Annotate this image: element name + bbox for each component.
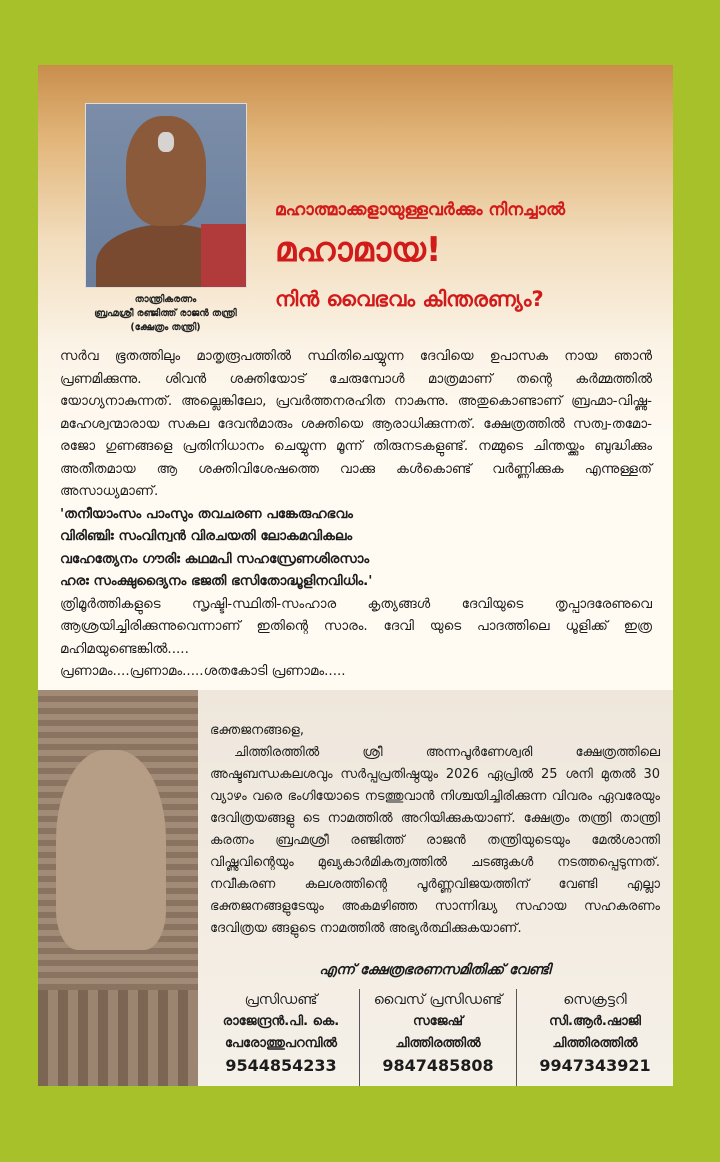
officer-role: സെക്രട്ടറി [563, 992, 627, 1008]
officer-name: രാജേന്ദ്രൻ.പി. കെ. [222, 1014, 340, 1029]
verse-line4: ഹരഃ സംക്ഷുദ്യൈനം ഭജതി ഭസിതോദ്ധൂളിനവിധിം.' [60, 573, 373, 589]
priest-photo [85, 103, 247, 288]
priest-title: താന്ത്രികരത്നം [134, 294, 197, 305]
headline-line1: മഹാത്മാക്കളായുള്ളവർക്കും നിനച്ചാൽ [275, 200, 566, 220]
officer-vice-president [359, 989, 516, 1086]
officer-phone: 9544854233 [225, 1056, 337, 1075]
priest-caption [73, 293, 258, 335]
article-para2: ത്രിമൂർത്തികളുടെ സൃഷ്ടി-സ്ഥിതി-സംഹാര കൃത്യങ്ങൾ ദേവിയുടെ തൃപ്പാദരേണുവെ ആശ്രയിച്ചിരിക്കുന്നുവെന്നാണ് ഇതിന്റെ സാരം. ദേവി യുടെ പാദത്തിലെ ധൂളിക്ക് ഇത്ര മഹിമയുണ്ടെങ്കിൽ..... [60, 595, 652, 657]
verse-line2: വിരിഞ്ചിഃ സംവിന്വൻ വിരചയതി ലോകമവികലം [60, 528, 353, 544]
officer-house: പേരോത്തുപറമ്പിൽ [224, 1036, 338, 1051]
officer-phone: 9947343921 [539, 1056, 651, 1075]
officer-role: വൈസ് പ്രസിഡണ്ട് [373, 992, 503, 1008]
notice-text: ചിത്തിരത്തിൽ ശ്രീ അന്നപൂർണേശ്വരി ക്ഷേത്രത്തിലെ അഷ്ടബന്ധകലശവും സർപ്പപ്രതിഷ്ഠയും 2026 ഏപ്രിൽ 25 ശനി മുതൽ 30 വ്യാഴം വരെ ഭംഗിയോടെ നടത്തുവാൻ നിശ്ചയിച്ചിരിക്കുന്ന വിവരം ഏവരേയും ദേവിത്രയങ്ങളു ടെ നാമത്തിൽ അറിയിക്കുകയാണ്. ക്ഷേത്രം തന്ത്രി താന്ത്രി കരത്നം ബ്രഹ്മശ്രീ രഞ്ജിത്ത് രാജൻ തന്ത്രിയുടെയും മേൽശാന്തി വിഷ്ണുവിന്റെയും മുഖ്യകാർമികത്വത്തിൽ ചടങ്ങുകൾ നടത്തപ്പെടുന്നത്. നവീകരണ കലശത്തിന്റെ പൂർണ്ണവിജയത്തിന് വേണ്ടി എല്ലാ ഭക്തജനങ്ങളുടേയും അകമഴിഞ്ഞ സാന്നിദ്ധ്യ സഹായ സഹകരണം ദേവിത്രയ ങ്ങളുടെ നാമത്തിൽ അഭ്യർത്ഥിക്കുകയാണ്. [210, 745, 660, 936]
notice-page [38, 65, 673, 1086]
headline-line3: നിൻ വൈഭവം കിന്തരണ്യം? [275, 287, 544, 311]
article-para1: സർവ ഭൂതത്തിലും മാതൃരൂപത്തിൽ സ്ഥിതിചെയ്യുന്ന ദേവിയെ ഉപാസക നായ ഞാൻ പ്രണമിക്കുന്നു. ശിവൻ ശക്തിയോട് ചേരുമ്പോൾ മാത്രമാണ് തന്റെ കർമ്മത്തിൽ യോഗ്യനാകുന്നത്. അല്ലെങ്കിലോ, പ്രവർത്തനരഹിത നാകുന്നു. അതുകൊണ്ടാണ് ബ്രഹ്മാ-വിഷ്ണു-മഹേശ്വന്മാരായ സകല ദേവൻമാരും ശക്തിയെ ആരാധിക്കുന്നത്. ക്ഷേത്രത്തിൽ സത്വ-തമോ-രജോ ഗുണങ്ങളെ പ്രതിനിധാനം ചെയ്യുന്ന മൂന്ന് തിരുനടകളുണ്ട്. നമ്മുടെ ചിന്തയ്ക്കും ബുദ്ധിക്കും അതീതമായ ആ ശക്തിവിശേഷത്തെ വാക്കു കൾകൊണ്ട് വർണ്ണിക്കുക എന്നുള്ളത് അസാധ്യമാണ്. [60, 348, 652, 499]
article-section [38, 65, 673, 690]
notice-section [38, 690, 673, 1086]
headline-line2: മഹാമായ! [275, 230, 442, 270]
verse-line1: 'തനീയാംസം പാംസും തവചരണ പങ്കേരുഹഭവം [60, 505, 353, 522]
notice-greeting: ഭക്തജനങ്ങളെ, [210, 723, 304, 738]
priest-role: (ക്ഷേത്രം തന്ത്രി) [130, 322, 201, 333]
officer-house: ചിത്തിരത്തിൽ [552, 1036, 638, 1051]
officer-house: ചിത്തിരത്തിൽ [395, 1036, 481, 1051]
priest-name: ബ്രഹ്മശ്രീ രഞ്ജിത്ത് രാജൻ തന്ത്രി [94, 308, 237, 319]
article-body [60, 345, 652, 683]
notice-body [210, 720, 660, 940]
officer-role: പ്രസിഡണ്ട് [244, 992, 318, 1008]
officer-name: സി.ആർ.ഷാജി [549, 1014, 641, 1029]
deity-carving-image [38, 690, 198, 1086]
officers-row [203, 989, 673, 1086]
article-para3: പ്രണാമം....പ്രണാമം.....ശതകോടി പ്രണാമം..... [60, 663, 346, 679]
officer-name: സജേഷ് [413, 1014, 463, 1029]
officer-secretary [516, 989, 673, 1086]
officer-phone: 9847485808 [382, 1056, 494, 1075]
notice-behalf: എന്ന് ക്ഷേത്രഭരണസമിതിക്ക് വേണ്ടി [319, 962, 551, 978]
verse-line3: വഹേത്യേനം ഗൗരിഃ കഥമപി സഹസ്രേണശിരസാം [60, 550, 370, 567]
officer-president [203, 989, 359, 1086]
